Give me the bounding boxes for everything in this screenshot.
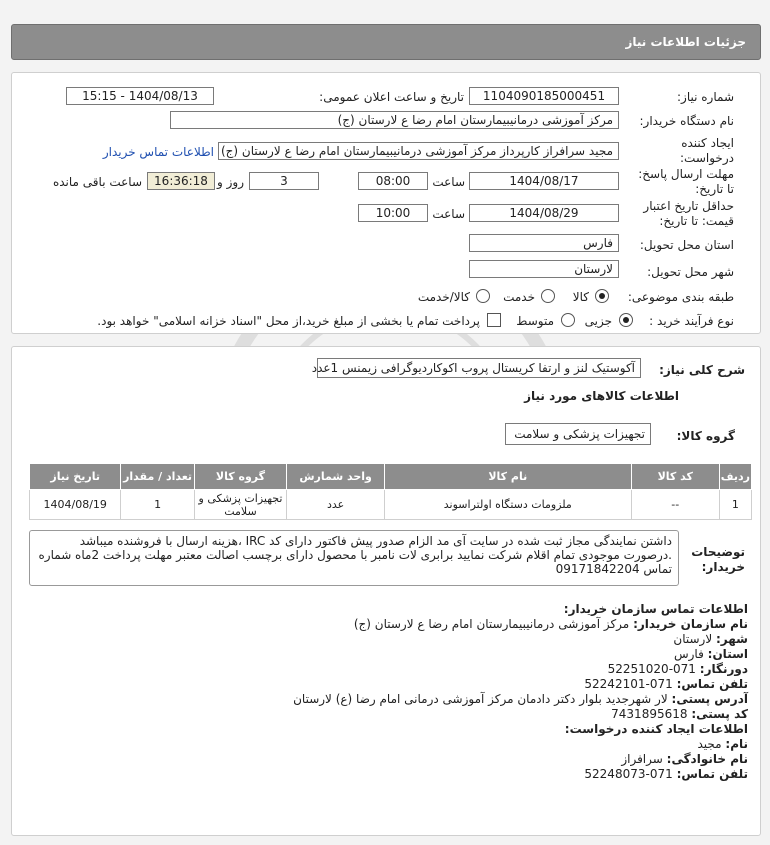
treasury-payment-checkbox[interactable]	[487, 313, 501, 327]
contact-phone	[584, 677, 748, 691]
creator-family-value: سرافراز	[621, 752, 663, 766]
province-field: فارس	[469, 234, 619, 252]
province-label: استان محل تحویل:	[639, 238, 734, 252]
category-label: طبقه بندی موضوعی:	[627, 290, 734, 304]
creator-phone-value: 071-52248073	[584, 767, 673, 781]
summary-title-field: آکوستیک لنز و ارتفا کریستال پروب اکوکاردیوگرافی زیمنس 1عدد	[317, 358, 641, 378]
cell-row: 1	[719, 490, 751, 520]
contact-city-label: شهر:	[716, 632, 748, 646]
contact-postal-value: 7431895618	[611, 707, 688, 721]
group-label: گروه کالا:	[676, 429, 735, 443]
col-code: کد کالا	[631, 464, 719, 490]
need-number-field: 1104090185000451	[469, 87, 619, 105]
cell-name: ملزومات دستگاه اولتراسوند	[385, 490, 632, 520]
buyer-name-field: مرکز آموزشی درمانیبیمارستان امام رضا ع لارستان (ج)	[170, 111, 619, 129]
col-row: تاریخ نیاز	[30, 464, 121, 490]
goods-table	[29, 463, 752, 520]
col-qty: تعداد / مقدار	[121, 464, 194, 490]
cell-qty: 1	[121, 490, 194, 520]
cell-group: تجهیزات پزشکی و سلامت	[194, 490, 286, 520]
days-label: روز و	[217, 175, 244, 189]
contact-address-label: آدرس پستی:	[671, 692, 748, 706]
contact-org	[354, 617, 748, 631]
validity-label-2: قیمت: تا تاریخ:	[659, 214, 734, 228]
creator-name-label: نام:	[725, 737, 748, 751]
buyer-notes-label-1: توضیحات	[691, 545, 745, 559]
contact-address	[293, 692, 748, 706]
contact-phone-label: تلفن تماس:	[676, 677, 748, 691]
contact-city	[673, 632, 748, 646]
col-unit: واحد شمارش	[287, 464, 385, 490]
creator-section-title: اطلاعات ایجاد کننده درخواست:	[564, 722, 748, 736]
category-option-service: خدمت	[503, 290, 535, 304]
creator-field: مجید سرافراز کارپرداز مرکز آموزشی درمانیبیمارستان امام رضا ع لارستان (ج)	[218, 142, 619, 160]
buyer-name-label: نام دستگاه خریدار:	[639, 114, 734, 128]
cell-date: 1404/08/19	[30, 490, 121, 520]
creator-family-label: نام خانوادگی:	[666, 752, 748, 766]
validity-time-field: 10:00	[358, 204, 428, 222]
category-option-goods: کالا	[572, 290, 589, 304]
reply-date-field: 1404/08/17	[469, 172, 619, 190]
category-option-goods-service: کالا/خدمت	[417, 290, 470, 304]
reply-time-field: 08:00	[358, 172, 428, 190]
contact-province-value: فارس	[673, 647, 704, 661]
contact-fax	[608, 662, 748, 676]
category-radio-service[interactable]	[541, 289, 555, 303]
group-field: تجهیزات پزشکی و سلامت	[505, 423, 651, 445]
creator-label-2: درخواست:	[680, 151, 734, 165]
creator-label-1: ایجاد کننده	[681, 136, 734, 150]
process-option-minor: جزیی	[584, 314, 612, 328]
cell-unit: عدد	[287, 490, 385, 520]
validity-label-1: حداقل تاریخ اعتبار	[643, 199, 734, 213]
announce-date-label: تاریخ و ساعت اعلان عمومی:	[319, 90, 464, 104]
announce-date-field: 1404/08/13 - 15:15	[66, 87, 214, 105]
col-name: نام کالا	[385, 464, 632, 490]
col-group: گروه کالا	[194, 464, 286, 490]
page-title: جزئیات اطلاعات نیاز	[625, 35, 746, 49]
creator-family	[621, 752, 748, 766]
reply-deadline-label-1: مهلت ارسال پاسخ:	[638, 167, 734, 181]
contact-section-title: اطلاعات تماس سازمان خریدار:	[563, 602, 748, 616]
need-number-label: شماره نیاز:	[677, 90, 734, 104]
city-label: شهر محل تحویل:	[647, 265, 734, 279]
category-radio-goods[interactable]	[595, 289, 609, 303]
page-header	[11, 24, 761, 60]
table-header-row	[30, 464, 752, 490]
contact-province-label: استان:	[707, 647, 748, 661]
process-radio-medium[interactable]	[561, 313, 575, 327]
summary-title-label: شرح کلی نیاز:	[659, 363, 745, 377]
process-label: نوع فرآیند خرید :	[649, 314, 734, 328]
creator-phone	[584, 767, 748, 781]
buyer-notes-label-2: خریدار:	[701, 560, 745, 574]
validity-time-label: ساعت	[432, 207, 465, 221]
table-row	[30, 490, 752, 520]
process-option-medium: متوسط	[516, 314, 554, 328]
contact-fax-value: 071-52251020	[607, 662, 696, 676]
contact-phone-value: 071-52242101	[584, 677, 673, 691]
goods-info-title: اطلاعات کالاهای مورد نیاز	[524, 389, 679, 403]
buyer-notes-text: داشتن نمایندگی مجاز ثبت شده در سایت آی مد الزام صدور پیش فاکتور دارای کد IRC ،هزینه ارسال با فروشنده میباشد .درصورت موجودی تمام اقلام شرکت نمایید برابری لات نامبر با محصول دارای برچسب اصالت معتبر مهلت پرداخت 2ماه شماره تماس 09171842204	[29, 530, 679, 586]
remaining-time-field: 16:36:18	[147, 172, 215, 190]
contact-org-value: مرکز آموزشی درمانیبیمارستان امام رضا ع لارستان (ج)	[353, 617, 630, 631]
reply-deadline-label-2: تا تاریخ:	[695, 182, 734, 196]
process-radio-minor[interactable]	[619, 313, 633, 327]
contact-org-label: نام سازمان خریدار:	[633, 617, 748, 631]
reply-time-label: ساعت	[432, 175, 465, 189]
creator-name-value: مجید	[697, 737, 722, 751]
contact-postal-label: کد پستی:	[691, 707, 748, 721]
days-field: 3	[249, 172, 319, 190]
validity-date-field: 1404/08/29	[469, 204, 619, 222]
category-radio-goods-service[interactable]	[476, 289, 490, 303]
contact-province	[674, 647, 748, 661]
contact-address-value: لار شهرجدید بلوار دکتر دادمان مرکز آموزشی درمانی امام رضا (ع) لارستان	[293, 692, 668, 706]
creator-name	[697, 737, 748, 751]
city-field: لارستان	[469, 260, 619, 278]
contact-city-value: لارستان	[673, 632, 713, 646]
buyer-contact-link[interactable]: اطلاعات تماس خریدار	[102, 145, 214, 159]
contact-fax-label: دورنگار:	[699, 662, 748, 676]
remaining-time-label: ساعت باقی مانده	[52, 175, 142, 189]
payment-note: پرداخت تمام یا بخشی از مبلغ خرید،از محل "اسناد خزانه اسلامی" خواهد بود.	[97, 314, 480, 328]
col-date: ردیف	[719, 464, 751, 490]
cell-code: --	[631, 490, 719, 520]
contact-postal	[611, 707, 748, 721]
creator-phone-label: تلفن تماس:	[676, 767, 748, 781]
